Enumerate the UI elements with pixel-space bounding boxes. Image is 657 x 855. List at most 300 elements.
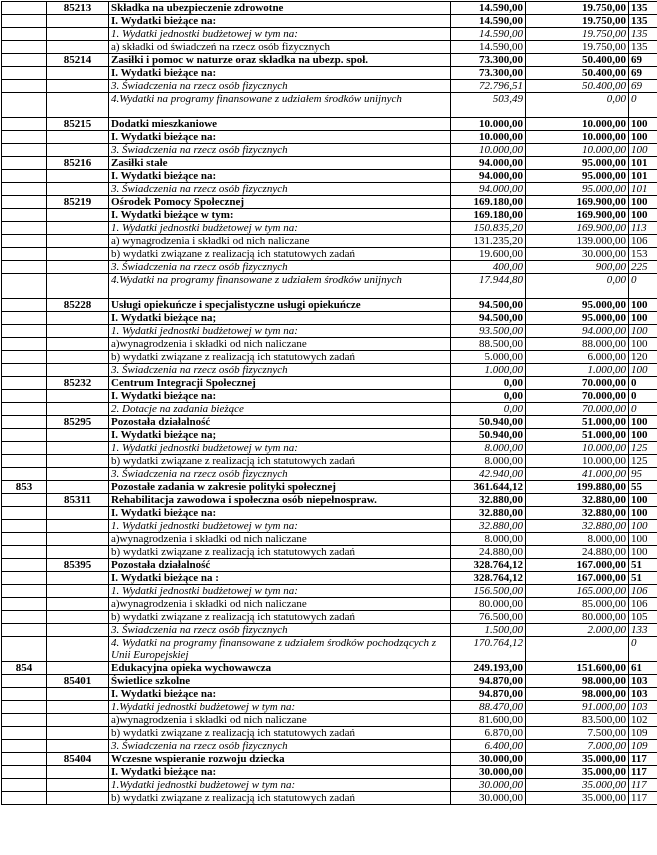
section-code <box>2 67 47 80</box>
amount-planned: 900,00 <box>526 261 629 274</box>
section-code <box>2 468 47 481</box>
amount-current: 10.000,00 <box>451 144 526 157</box>
item-description: 3. Świadczenia na rzecz osób fizycznych <box>109 183 451 196</box>
amount-current: 88.470,00 <box>451 701 526 714</box>
amount-planned: 50.400,00 <box>526 54 629 67</box>
item-description: 3. Świadczenia na rzecz osób fizycznych <box>109 80 451 93</box>
item-description: a) wynagrodzenia i składki od nich naliczane <box>109 235 451 248</box>
item-description: 1. Wydatki jednostki budżetowej w tym na: <box>109 222 451 235</box>
item-description: b) wydatki związane z realizacją ich statutowych zadań <box>109 792 451 805</box>
amount-current: 32.880,00 <box>451 520 526 533</box>
table-row <box>2 779 657 792</box>
amount-current: 0,00 <box>451 390 526 403</box>
percent-index: 106 <box>629 235 657 248</box>
section-code <box>2 403 47 416</box>
amount-planned: 32.880,00 <box>526 507 629 520</box>
amount-current: 0,00 <box>451 377 526 390</box>
table-row <box>2 792 657 805</box>
item-description: a)wynagrodzenia i składki od nich naliczane <box>109 598 451 611</box>
section-code <box>2 338 47 351</box>
percent-index: 100 <box>629 494 657 507</box>
percent-index: 125 <box>629 442 657 455</box>
chapter-code <box>47 28 109 41</box>
chapter-code <box>47 766 109 779</box>
table-row <box>2 585 657 598</box>
item-description: 1. Wydatki jednostki budżetowej w tym na: <box>109 585 451 598</box>
amount-planned: 10.000,00 <box>526 455 629 468</box>
table-row <box>2 299 657 312</box>
table-row <box>2 403 657 416</box>
percent-index: 103 <box>629 688 657 701</box>
item-description: 1. Wydatki jednostki budżetowej w tym na: <box>109 442 451 455</box>
amount-current: 80.000,00 <box>451 598 526 611</box>
chapter-code <box>47 41 109 54</box>
amount-planned: 35.000,00 <box>526 753 629 766</box>
section-code <box>2 377 47 390</box>
amount-current: 169.180,00 <box>451 209 526 222</box>
amount-current: 328.764,12 <box>451 559 526 572</box>
percent-index: 51 <box>629 572 657 585</box>
table-row <box>2 209 657 222</box>
chapter-code <box>47 131 109 144</box>
amount-planned: 50.400,00 <box>526 67 629 80</box>
amount-planned: 30.000,00 <box>526 248 629 261</box>
chapter-code <box>47 248 109 261</box>
section-code <box>2 727 47 740</box>
section-code <box>2 118 47 131</box>
section-code <box>2 753 47 766</box>
percent-index: 105 <box>629 611 657 624</box>
amount-planned: 41.000,00 <box>526 468 629 481</box>
amount-planned: 95.000,00 <box>526 183 629 196</box>
chapter-code <box>47 611 109 624</box>
table-row <box>2 727 657 740</box>
section-code <box>2 766 47 779</box>
amount-planned: 8.000,00 <box>526 533 629 546</box>
section-code: 853 <box>2 481 47 494</box>
amount-current: 10.000,00 <box>451 131 526 144</box>
amount-current: 50.940,00 <box>451 416 526 429</box>
amount-current: 6.400,00 <box>451 740 526 753</box>
percent-index: 100 <box>629 144 657 157</box>
item-description: b) wydatki związane z realizacją ich statutowych zadań <box>109 455 451 468</box>
amount-current: 14.590,00 <box>451 28 526 41</box>
amount-planned: 0,00 <box>526 93 629 118</box>
chapter-code <box>47 520 109 533</box>
chapter-code: 85295 <box>47 416 109 429</box>
amount-current: 76.500,00 <box>451 611 526 624</box>
item-description: b) wydatki związane z realizacją ich statutowych zadań <box>109 611 451 624</box>
amount-planned: 199.880,00 <box>526 481 629 494</box>
amount-current: 73.300,00 <box>451 54 526 67</box>
item-description: I. Wydatki bieżące w tym: <box>109 209 451 222</box>
table-row <box>2 274 657 299</box>
item-description: 1. Wydatki jednostki budżetowej w tym na: <box>109 520 451 533</box>
section-code <box>2 442 47 455</box>
chapter-code <box>47 261 109 274</box>
item-description: I. Wydatki bieżące na: <box>109 67 451 80</box>
table-row <box>2 248 657 261</box>
percent-index: 100 <box>629 520 657 533</box>
amount-planned: 51.000,00 <box>526 429 629 442</box>
amount-current: 94.870,00 <box>451 675 526 688</box>
amount-planned: 167.000,00 <box>526 559 629 572</box>
amount-current: 14.590,00 <box>451 15 526 28</box>
percent-index: 100 <box>629 131 657 144</box>
chapter-code: 85311 <box>47 494 109 507</box>
amount-planned: 19.750,00 <box>526 28 629 41</box>
percent-index: 120 <box>629 351 657 364</box>
amount-planned: 10.000,00 <box>526 131 629 144</box>
section-code <box>2 312 47 325</box>
amount-planned: 10.000,00 <box>526 118 629 131</box>
amount-current: 30.000,00 <box>451 792 526 805</box>
amount-current: 72.796,51 <box>451 80 526 93</box>
percent-index: 125 <box>629 455 657 468</box>
table-row <box>2 390 657 403</box>
chapter-code <box>47 338 109 351</box>
section-code <box>2 170 47 183</box>
table-row <box>2 364 657 377</box>
amount-current: 30.000,00 <box>451 779 526 792</box>
item-description: b) wydatki związane z realizacją ich statutowych zadań <box>109 727 451 740</box>
item-description: I. Wydatki bieżące na : <box>109 572 451 585</box>
item-description: I. Wydatki bieżące na: <box>109 390 451 403</box>
percent-index: 106 <box>629 598 657 611</box>
amount-current: 400,00 <box>451 261 526 274</box>
section-code <box>2 572 47 585</box>
section-code: 854 <box>2 662 47 675</box>
section-code <box>2 54 47 67</box>
table-row <box>2 222 657 235</box>
percent-index: 100 <box>629 118 657 131</box>
section-code <box>2 15 47 28</box>
amount-current: 93.500,00 <box>451 325 526 338</box>
percent-index: 117 <box>629 779 657 792</box>
chapter-code <box>47 688 109 701</box>
amount-current: 8.000,00 <box>451 455 526 468</box>
table-row <box>2 675 657 688</box>
percent-index: 100 <box>629 312 657 325</box>
table-row <box>2 559 657 572</box>
amount-planned: 7.000,00 <box>526 740 629 753</box>
amount-planned: 83.500,00 <box>526 714 629 727</box>
item-description: 3. Świadczenia na rzecz osób fizycznych <box>109 468 451 481</box>
amount-current: 1.000,00 <box>451 364 526 377</box>
percent-index: 109 <box>629 740 657 753</box>
chapter-code <box>47 312 109 325</box>
chapter-code: 85404 <box>47 753 109 766</box>
percent-index: 102 <box>629 714 657 727</box>
table-row <box>2 144 657 157</box>
amount-planned: 169.900,00 <box>526 209 629 222</box>
chapter-code <box>47 572 109 585</box>
table-row <box>2 312 657 325</box>
table-row <box>2 520 657 533</box>
table-row <box>2 338 657 351</box>
chapter-code <box>47 429 109 442</box>
table-row <box>2 507 657 520</box>
table-row <box>2 455 657 468</box>
amount-planned: 1.000,00 <box>526 364 629 377</box>
chapter-code <box>47 468 109 481</box>
chapter-code <box>47 507 109 520</box>
item-description: a)wynagrodzenia i składki od nich naliczane <box>109 533 451 546</box>
item-description: Edukacyjna opieka wychowawcza <box>109 662 451 675</box>
table-row <box>2 93 657 118</box>
item-description: 2. Dotacje na zadania bieżące <box>109 403 451 416</box>
percent-index: 0 <box>629 274 657 299</box>
percent-index: 0 <box>629 377 657 390</box>
percent-index: 51 <box>629 559 657 572</box>
amount-planned: 2.000,00 <box>526 624 629 637</box>
amount-current: 30.000,00 <box>451 753 526 766</box>
percent-index: 113 <box>629 222 657 235</box>
section-code <box>2 222 47 235</box>
chapter-code <box>47 170 109 183</box>
item-description: 4.Wydatki na programy finansowane z udziałem środków unijnych <box>109 93 451 118</box>
amount-current: 50.940,00 <box>451 429 526 442</box>
amount-planned: 32.880,00 <box>526 494 629 507</box>
chapter-code <box>47 792 109 805</box>
item-description: Składka na ubezpieczenie zdrowotne <box>109 2 451 15</box>
section-code <box>2 792 47 805</box>
item-description: I. Wydatki bieżące na: <box>109 507 451 520</box>
item-description: Zasiłki i pomoc w naturze oraz składka na ubezp. społ. <box>109 54 451 67</box>
percent-index: 69 <box>629 54 657 67</box>
chapter-code <box>47 80 109 93</box>
amount-planned: 88.000,00 <box>526 338 629 351</box>
chapter-code <box>47 740 109 753</box>
amount-planned: 80.000,00 <box>526 611 629 624</box>
chapter-code <box>47 455 109 468</box>
amount-current: 0,00 <box>451 403 526 416</box>
item-description: 3. Świadczenia na rzecz osób fizycznych <box>109 740 451 753</box>
item-description: Świetlice szkolne <box>109 675 451 688</box>
amount-planned: 98.000,00 <box>526 675 629 688</box>
amount-planned: 165.000,00 <box>526 585 629 598</box>
percent-index: 0 <box>629 93 657 118</box>
amount-current: 81.600,00 <box>451 714 526 727</box>
item-description: I. Wydatki bieżące na; <box>109 429 451 442</box>
chapter-code <box>47 662 109 675</box>
amount-current: 94.500,00 <box>451 312 526 325</box>
chapter-code <box>47 93 109 118</box>
percent-index: 135 <box>629 28 657 41</box>
percent-index: 0 <box>629 403 657 416</box>
table-row <box>2 611 657 624</box>
section-code <box>2 546 47 559</box>
table-row <box>2 157 657 170</box>
item-description: a)wynagrodzenia i składki od nich naliczane <box>109 714 451 727</box>
item-description: I. Wydatki bieżące na; <box>109 312 451 325</box>
chapter-code <box>47 325 109 338</box>
amount-planned: 85.000,00 <box>526 598 629 611</box>
table-row <box>2 2 657 15</box>
percent-index: 101 <box>629 170 657 183</box>
amount-current: 5.000,00 <box>451 351 526 364</box>
section-code <box>2 559 47 572</box>
table-row <box>2 624 657 637</box>
section-code <box>2 779 47 792</box>
table-row <box>2 598 657 611</box>
section-code <box>2 598 47 611</box>
table-row <box>2 325 657 338</box>
chapter-code <box>47 403 109 416</box>
table-row <box>2 494 657 507</box>
percent-index: 69 <box>629 67 657 80</box>
amount-planned: 70.000,00 <box>526 377 629 390</box>
amount-current: 94.000,00 <box>451 183 526 196</box>
item-description: 3. Świadczenia na rzecz osób fizycznych <box>109 261 451 274</box>
item-description: Dodatki mieszkaniowe <box>109 118 451 131</box>
amount-planned: 10.000,00 <box>526 442 629 455</box>
amount-current: 249.193,00 <box>451 662 526 675</box>
amount-current: 328.764,12 <box>451 572 526 585</box>
amount-current: 8.000,00 <box>451 442 526 455</box>
amount-planned: 70.000,00 <box>526 390 629 403</box>
table-row <box>2 637 657 662</box>
chapter-code <box>47 533 109 546</box>
amount-planned: 94.000,00 <box>526 325 629 338</box>
amount-current: 32.880,00 <box>451 507 526 520</box>
percent-index: 100 <box>629 325 657 338</box>
item-description: Usługi opiekuńcze i specjalistyczne usługi opiekuńcze <box>109 299 451 312</box>
amount-planned: 95.000,00 <box>526 312 629 325</box>
item-description: 4. Wydatki na programy finansowane z udziałem środków pochodzących z Unii Europejskiej <box>109 637 451 662</box>
percent-index: 135 <box>629 41 657 54</box>
section-code <box>2 494 47 507</box>
amount-planned: 91.000,00 <box>526 701 629 714</box>
amount-planned: 50.400,00 <box>526 80 629 93</box>
percent-index: 101 <box>629 183 657 196</box>
section-code <box>2 144 47 157</box>
item-description: Centrum Integracji Społecznej <box>109 377 451 390</box>
table-row <box>2 429 657 442</box>
chapter-code <box>47 274 109 299</box>
amount-current: 169.180,00 <box>451 196 526 209</box>
percent-index: 69 <box>629 80 657 93</box>
chapter-code <box>47 585 109 598</box>
item-description: 1.Wydatki jednostki budżetowej w tym na: <box>109 779 451 792</box>
amount-planned: 19.750,00 <box>526 15 629 28</box>
chapter-code <box>47 183 109 196</box>
item-description: Zasiłki stałe <box>109 157 451 170</box>
section-code <box>2 2 47 15</box>
amount-planned: 6.000,00 <box>526 351 629 364</box>
amount-current: 73.300,00 <box>451 67 526 80</box>
amount-planned: 70.000,00 <box>526 403 629 416</box>
item-description: 3. Świadczenia na rzecz osób fizycznych <box>109 364 451 377</box>
table-row <box>2 766 657 779</box>
item-description: b) wydatki związane z realizacją ich statutowych zadań <box>109 248 451 261</box>
chapter-code <box>47 235 109 248</box>
amount-current: 94.000,00 <box>451 170 526 183</box>
percent-index: 100 <box>629 533 657 546</box>
amount-current: 94.500,00 <box>451 299 526 312</box>
table-row <box>2 416 657 429</box>
amount-planned: 139.000,00 <box>526 235 629 248</box>
table-row <box>2 572 657 585</box>
percent-index: 225 <box>629 261 657 274</box>
amount-current: 32.880,00 <box>451 494 526 507</box>
amount-current: 24.880,00 <box>451 546 526 559</box>
percent-index: 100 <box>629 299 657 312</box>
amount-current: 10.000,00 <box>451 118 526 131</box>
item-description: I. Wydatki bieżące na: <box>109 131 451 144</box>
item-description: I. Wydatki bieżące na: <box>109 688 451 701</box>
chapter-code <box>47 67 109 80</box>
chapter-code <box>47 15 109 28</box>
section-code <box>2 209 47 222</box>
section-code <box>2 533 47 546</box>
section-code <box>2 157 47 170</box>
table-row <box>2 80 657 93</box>
table-row <box>2 41 657 54</box>
section-code <box>2 248 47 261</box>
amount-current: 42.940,00 <box>451 468 526 481</box>
amount-current: 94.870,00 <box>451 688 526 701</box>
section-code <box>2 325 47 338</box>
percent-index: 100 <box>629 546 657 559</box>
item-description: 1. Wydatki jednostki budżetowej w tym na: <box>109 28 451 41</box>
chapter-code: 85213 <box>47 2 109 15</box>
section-code <box>2 351 47 364</box>
amount-current: 150.835,20 <box>451 222 526 235</box>
table-row <box>2 481 657 494</box>
chapter-code: 85232 <box>47 377 109 390</box>
amount-planned: 35.000,00 <box>526 779 629 792</box>
chapter-code <box>47 546 109 559</box>
percent-index: 103 <box>629 701 657 714</box>
chapter-code <box>47 714 109 727</box>
amount-planned: 32.880,00 <box>526 520 629 533</box>
budget-table <box>1 1 657 805</box>
percent-index: 100 <box>629 507 657 520</box>
table-row <box>2 468 657 481</box>
amount-current: 1.500,00 <box>451 624 526 637</box>
table-row <box>2 118 657 131</box>
section-code <box>2 520 47 533</box>
percent-index: 100 <box>629 196 657 209</box>
percent-index: 100 <box>629 416 657 429</box>
amount-current: 156.500,00 <box>451 585 526 598</box>
item-description: a)wynagrodzenia i składki od nich naliczane <box>109 338 451 351</box>
amount-planned: 24.880,00 <box>526 546 629 559</box>
percent-index: 103 <box>629 675 657 688</box>
table-row <box>2 67 657 80</box>
amount-current: 361.644,12 <box>451 481 526 494</box>
item-description: Rehabilitacja zawodowa i społeczna osób niepełnospraw. <box>109 494 451 507</box>
percent-index: 100 <box>629 338 657 351</box>
table-row <box>2 533 657 546</box>
amount-current: 14.590,00 <box>451 41 526 54</box>
section-code <box>2 390 47 403</box>
percent-index: 153 <box>629 248 657 261</box>
item-description: a) składki od świadczeń na rzecz osób fizycznych <box>109 41 451 54</box>
section-code <box>2 299 47 312</box>
section-code <box>2 507 47 520</box>
section-code <box>2 28 47 41</box>
amount-current: 14.590,00 <box>451 2 526 15</box>
item-description: 4.Wydatki na programy finansowane z udziałem środków unijnych <box>109 274 451 299</box>
amount-current: 503,49 <box>451 93 526 118</box>
chapter-code <box>47 624 109 637</box>
item-description: 1.Wydatki jednostki budżetowej w tym na: <box>109 701 451 714</box>
table-row <box>2 170 657 183</box>
section-code <box>2 585 47 598</box>
chapter-code: 85215 <box>47 118 109 131</box>
